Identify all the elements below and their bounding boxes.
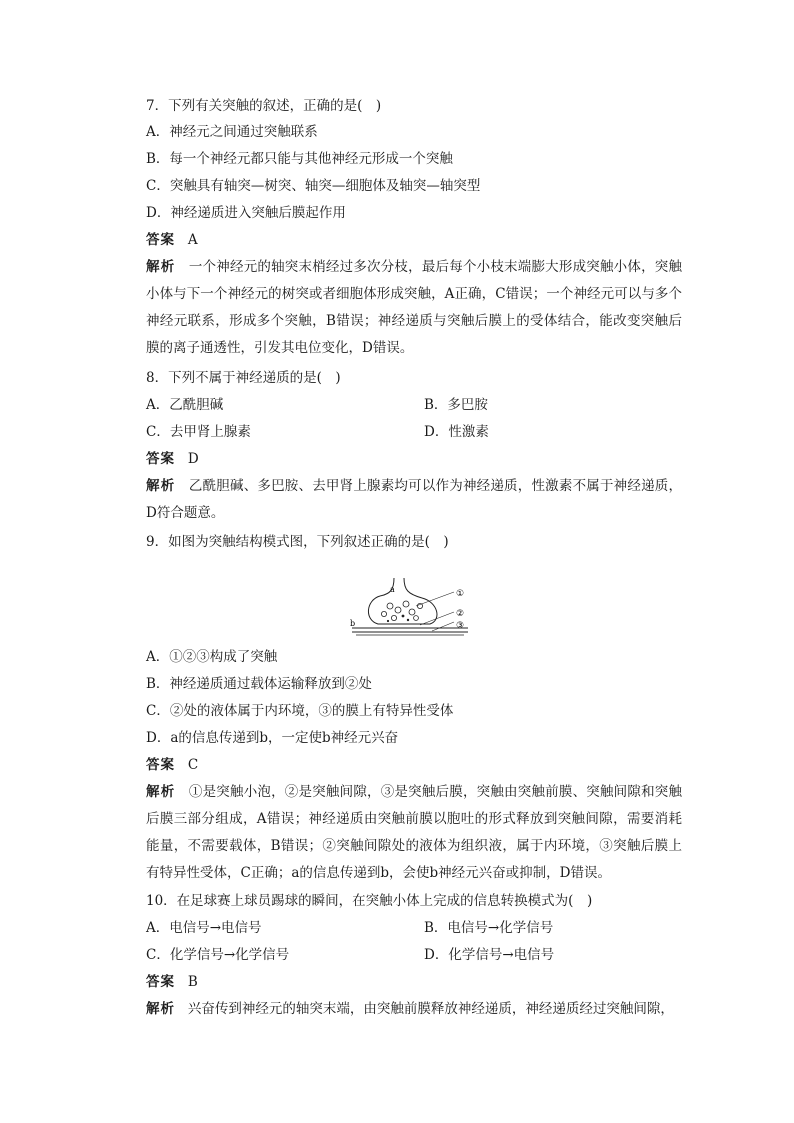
analysis-text: ①是突触小泡，②是突触间隙，③是突触后膜，突触由突触前膜、突触间隙和突触后膜三部分组成，A错误；神经递质由突触前膜以胞吐的形式释放到突触间隙，需要消耗能量，不需要载体，B错误；②突触间隙处的液体为组织液，属于内环境，③突触后膜上有特异性受体，C正确；a的信息传递到b，会使b神经元兴奋或抑制，D错误。 (146, 784, 682, 881)
analysis-text: 一个神经元的轴突末梢经过多次分枝，最后每个小枝末端膨大形成突触小体，突触小体与下一个神经元的树突或者细胞体形成突触，A正确，C错误；一个神经元可以与多个神经元联系，形成多个突触，B错误；神经递质与突触后膜上的受体结合，能改变突触后膜的离子通透性，引发其电位变化，D错误。 (146, 259, 682, 356)
answer-value: A (187, 232, 198, 248)
q10-analysis (146, 996, 682, 1023)
analysis-text: 乙酰胆碱、多巴胺、去甲肾上腺素均可以作为神经递质，性激素不属于神经递质，D符合题意。 (146, 478, 682, 521)
answer-label: 答案 (146, 974, 175, 990)
q8-analysis (146, 473, 682, 527)
answer-value: C (187, 757, 199, 773)
q7-option-a: A．神经元之间通过突触联系 (146, 124, 318, 140)
q8-option-b: B．多巴胺 (424, 397, 488, 413)
q9-option-c: C．②处的液体属于内环境，③的膜上有特异性受体 (146, 703, 454, 719)
q9-option-a: A．①②③构成了突触 (146, 649, 278, 665)
label-1: ① (456, 589, 465, 599)
analysis-label: 解析 (146, 259, 176, 275)
q10-option-d: D．化学信号→电信号 (424, 947, 555, 963)
q9-option-d: D．a的信息传递到b，一定使b神经元兴奋 (146, 730, 399, 746)
q7-option-c: C．突触具有轴突—树突、轴突—细胞体及轴突—轴突型 (146, 178, 481, 194)
q9-stem: 9．如图为突触结构模式图，下列叙述正确的是( ) (146, 534, 449, 550)
q8-answer (146, 449, 199, 469)
analysis-text: 兴奋传到神经元的轴突末端，由突触前膜释放神经递质，神经递质经过突触间隙， (187, 1001, 674, 1017)
analysis-label: 解析 (146, 1001, 175, 1017)
q9-answer (146, 755, 198, 775)
q8-stem: 8．下列不属于神经递质的是( ) (146, 370, 341, 386)
synapse-diagram (350, 576, 476, 638)
q8-option-d: D．性激素 (424, 424, 489, 440)
q8-option-a: A．乙酰胆碱 (146, 397, 224, 413)
q7-option-b: B．每一个神经元都只能与其他神经元形成一个突触 (146, 151, 453, 167)
q10-answer (146, 972, 198, 992)
answer-label: 答案 (146, 757, 175, 773)
q10-option-c: C．化学信号→化学信号 (146, 947, 290, 963)
label-b: b (350, 619, 356, 628)
label-2: ② (456, 609, 465, 619)
q10-stem: 10．在足球赛上球员踢球的瞬间，在突触小体上完成的信息转换模式为( ) (146, 893, 593, 909)
analysis-label: 解析 (146, 478, 176, 494)
label-a: a (390, 585, 395, 594)
q9-analysis (146, 779, 682, 887)
q7-analysis (146, 254, 682, 362)
q8-option-c: C．去甲肾上腺素 (146, 424, 251, 440)
label-3: ③ (456, 621, 465, 631)
q9-option-b: B．神经递质通过载体运输释放到②处 (146, 676, 372, 692)
q7-stem: 7．下列有关突触的叙述，正确的是( ) (146, 98, 382, 114)
analysis-label: 解析 (146, 784, 176, 800)
q10-option-b: B．电信号→化学信号 (424, 920, 554, 936)
answer-value: B (187, 974, 198, 990)
answer-label: 答案 (146, 451, 175, 467)
q7-option-d: D．神经递质进入突触后膜起作用 (146, 205, 346, 221)
answer-label: 答案 (146, 232, 175, 248)
answer-value: D (187, 451, 199, 467)
q10-option-a: A．电信号→电信号 (146, 920, 262, 936)
q7-answer (146, 230, 198, 250)
